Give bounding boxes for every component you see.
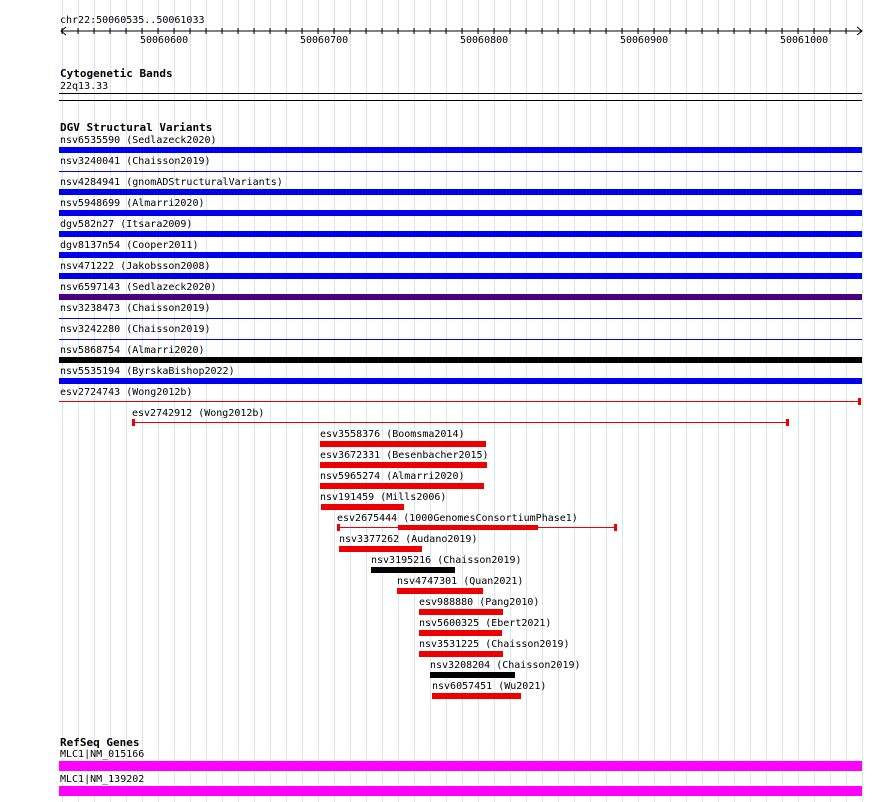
variant-label[interactable]: nsv6535590 (Sedlazeck2020)	[60, 135, 217, 146]
variant-label[interactable]: nsv3242280 (Chaisson2019)	[60, 324, 211, 335]
variant-label[interactable]: nsv5948699 (Almarri2020)	[60, 198, 205, 209]
gene-label[interactable]: MLC1|NM_139202	[60, 774, 145, 785]
ruler-tick-label: 50060700	[300, 35, 349, 46]
variant-bar[interactable]	[59, 273, 862, 279]
variant-label[interactable]: nsv5965274 (Almarri2020)	[320, 471, 465, 482]
variant-label[interactable]: esv3672331 (Besenbacher2015)	[320, 450, 489, 461]
grid-line	[862, 0, 863, 802]
variant-start-cap	[337, 524, 340, 531]
variant-label[interactable]: esv3558376 (Boomsma2014)	[320, 429, 465, 440]
region-label: chr22:50060535..50061033	[60, 15, 205, 26]
gene-bar[interactable]	[59, 761, 862, 771]
variant-line[interactable]	[59, 339, 862, 340]
variant-bar[interactable]	[398, 525, 538, 530]
cytoband-bar-bottom	[59, 100, 862, 101]
variant-label[interactable]: nsv4284941 (gnomADStructuralVariants)	[60, 177, 283, 188]
ruler-tick-label: 50061000	[780, 35, 829, 46]
cytoband-bar-top	[59, 93, 862, 94]
variant-label[interactable]: dgv8137n54 (Cooper2011)	[60, 240, 199, 251]
variant-bar[interactable]	[419, 651, 503, 657]
variant-bar[interactable]	[59, 357, 862, 363]
variant-bar[interactable]	[432, 693, 521, 699]
variant-end-cap	[858, 398, 861, 405]
variant-bar[interactable]	[430, 672, 515, 678]
variant-bar[interactable]	[59, 189, 862, 195]
variant-label[interactable]: nsv3377262 (Audano2019)	[339, 534, 478, 545]
variant-bar[interactable]	[59, 147, 862, 153]
variant-label[interactable]: nsv6057451 (Wu2021)	[432, 681, 547, 692]
variant-label[interactable]: nsv3195216 (Chaisson2019)	[371, 555, 522, 566]
variant-bar[interactable]	[59, 378, 862, 384]
ruler-tick-label: 50060600	[140, 35, 189, 46]
track-title-refseq[interactable]: RefSeq Genes	[60, 736, 140, 749]
variant-label[interactable]: esv2742912 (Wong2012b)	[132, 408, 265, 419]
variant-label[interactable]: nsv3208204 (Chaisson2019)	[430, 660, 581, 671]
variant-bar[interactable]	[320, 483, 484, 489]
gene-label[interactable]: MLC1|NM_015166	[60, 749, 145, 760]
variant-bar[interactable]	[59, 210, 862, 216]
variant-end-cap	[786, 419, 789, 426]
variant-label[interactable]: esv2724743 (Wong2012b)	[60, 387, 193, 398]
track-title-cytobands[interactable]: Cytogenetic Bands	[60, 67, 173, 80]
ruler-tick-label: 50060800	[460, 35, 509, 46]
variant-bar[interactable]	[59, 252, 862, 258]
variant-bar[interactable]	[371, 567, 455, 573]
variant-line[interactable]	[133, 422, 789, 423]
variant-line[interactable]	[59, 171, 862, 172]
ruler	[0, 24, 890, 38]
variant-label[interactable]: nsv3531225 (Chaisson2019)	[419, 639, 570, 650]
gene-bar[interactable]	[59, 786, 862, 796]
variant-label[interactable]: nsv3240041 (Chaisson2019)	[60, 156, 211, 167]
variant-label[interactable]: esv988880 (Pang2010)	[419, 597, 540, 608]
variant-label[interactable]: esv2675444 (1000GenomesConsortiumPhase1)	[337, 513, 578, 524]
variant-start-cap	[132, 419, 135, 426]
variant-label[interactable]: nsv5600325 (Ebert2021)	[419, 618, 552, 629]
variant-end-cap	[614, 524, 617, 531]
cytoband-label: 22q13.33	[60, 81, 109, 92]
variant-label[interactable]: dgv582n27 (Itsara2009)	[60, 219, 193, 230]
ruler-tick-label: 50060900	[620, 35, 669, 46]
variant-bar[interactable]	[320, 441, 486, 447]
variant-label[interactable]: nsv191459 (Mills2006)	[320, 492, 447, 503]
variant-bar[interactable]	[320, 462, 487, 468]
variant-line[interactable]	[59, 401, 861, 402]
variant-bar[interactable]	[339, 546, 422, 552]
variant-bar[interactable]	[59, 294, 862, 300]
variant-label[interactable]: nsv4747301 (Quan2021)	[397, 576, 524, 587]
variant-bar[interactable]	[321, 504, 404, 510]
variant-label[interactable]: nsv471222 (Jakobsson2008)	[60, 261, 211, 272]
variant-label[interactable]: nsv5535194 (ByrskaBishop2022)	[60, 366, 235, 377]
track-title-dgv[interactable]: DGV Structural Variants	[60, 121, 213, 134]
variant-bar[interactable]	[59, 231, 862, 237]
variant-bar[interactable]	[419, 609, 503, 615]
variant-label[interactable]: nsv3238473 (Chaisson2019)	[60, 303, 211, 314]
variant-label[interactable]: nsv6597143 (Sedlazeck2020)	[60, 282, 217, 293]
variant-label[interactable]: nsv5868754 (Almarri2020)	[60, 345, 205, 356]
variant-line[interactable]	[59, 318, 862, 319]
variant-bar[interactable]	[397, 588, 483, 594]
variant-bar[interactable]	[419, 630, 502, 636]
